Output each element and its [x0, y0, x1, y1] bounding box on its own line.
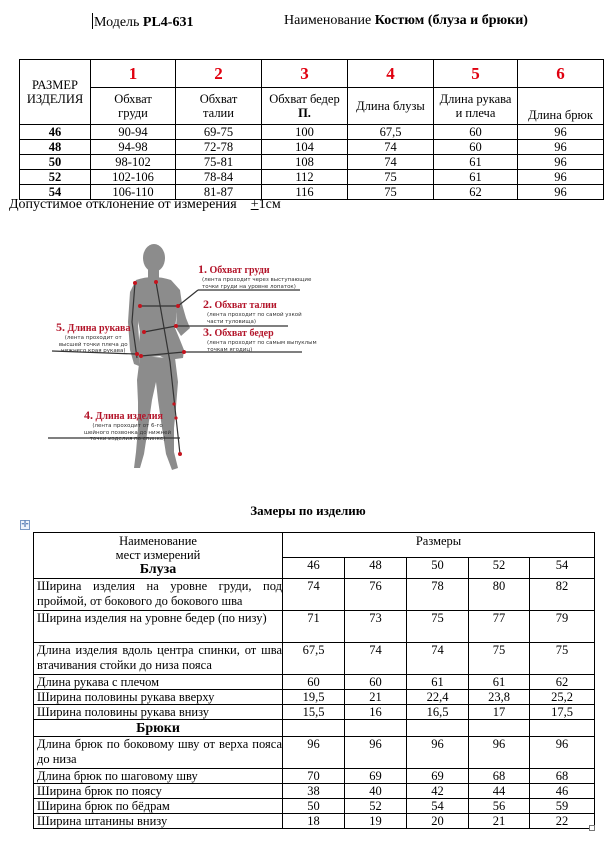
name-column-header	[34, 533, 283, 579]
value-cell: 61	[434, 155, 518, 170]
value-cell: 108	[262, 155, 348, 170]
value-cell: 98-102	[91, 155, 176, 170]
label-number: 1.	[198, 262, 207, 276]
size-cell: 52	[20, 170, 91, 185]
measurement-value: 75	[530, 643, 595, 675]
header-line: Обхват	[199, 92, 238, 106]
measurement-value: 56	[469, 799, 530, 814]
label-chest	[198, 262, 311, 290]
header-line: Длина блузы	[356, 99, 425, 113]
label-number: 3.	[203, 325, 212, 339]
measurement-row	[34, 784, 595, 799]
value-cell: 96	[518, 155, 604, 170]
measurement-value: 74	[283, 579, 345, 611]
measurement-row	[34, 611, 595, 643]
label-number: 5.	[56, 320, 65, 334]
value-cell: 67,5	[348, 125, 434, 140]
measurement-value: 67,5	[283, 643, 345, 675]
measurement-name: Ширина изделия на уровне бедер (по низу)	[34, 611, 283, 643]
column-number: 2	[176, 60, 262, 88]
value-cell: 90-94	[91, 125, 176, 140]
measurement-value: 52	[345, 799, 407, 814]
measurement-value: 73	[345, 611, 407, 643]
model-line	[92, 13, 193, 31]
measurement-row	[34, 643, 595, 675]
value-cell: 78-84	[176, 170, 262, 185]
label-waist	[203, 297, 302, 325]
measurement-name: Ширина половины рукава внизу	[34, 705, 283, 720]
measurement-value: 54	[407, 799, 469, 814]
measurement-value: 61	[469, 675, 530, 690]
measurement-value: 79	[530, 611, 595, 643]
value-cell: 60	[434, 125, 518, 140]
value-cell: 96	[518, 140, 604, 155]
measurement-name: Ширина половины рукава вверху	[34, 690, 283, 705]
label-note: (лента проходит через выступающие точки груди на уровне лопаток)	[202, 277, 312, 290]
measurement-value: 68	[469, 769, 530, 784]
measurement-value: 75	[407, 611, 469, 643]
column-header-waist	[176, 88, 262, 125]
measurement-value: 19,5	[283, 690, 345, 705]
size-chart-table	[19, 59, 604, 200]
header-line: П.	[298, 106, 311, 120]
value-cell: 74	[348, 140, 434, 155]
header-line: груди	[118, 106, 148, 120]
measurement-name: Ширина брюк по бёдрам	[34, 799, 283, 814]
label-number: 2.	[203, 297, 212, 311]
label-note: (лента проходит от 6-го шейного позвонка до нижней точки изделия по спинке)	[84, 423, 172, 442]
section-title-blouse: Блуза	[139, 562, 177, 577]
size-row	[20, 125, 604, 140]
product-name-label: Наименование	[284, 13, 375, 28]
header-line: Обхват бедер	[269, 92, 340, 106]
measurement-value: 16	[345, 705, 407, 720]
size-column-header: 48	[345, 557, 407, 578]
measurement-row	[34, 675, 595, 690]
value-cell: 100	[262, 125, 348, 140]
value-cell: 61	[434, 170, 518, 185]
model-label: Модель	[94, 15, 143, 30]
measurements-table	[33, 532, 595, 829]
measurement-value: 82	[530, 579, 595, 611]
label-title: Обхват груди	[209, 265, 270, 276]
table-move-handle-icon[interactable]: ✛	[21, 520, 29, 530]
measurement-value: 25,2	[530, 690, 595, 705]
measurement-value: 96	[407, 737, 469, 769]
measurement-value: 71	[283, 611, 345, 643]
measurement-value: 75	[469, 643, 530, 675]
measurement-value: 80	[469, 579, 530, 611]
column-header-chest	[91, 88, 176, 125]
measurement-value: 16,5	[407, 705, 469, 720]
measurement-name: Длина рукава с плечом	[34, 675, 283, 690]
column-number: 1	[91, 60, 176, 88]
value-cell: 102-106	[91, 170, 176, 185]
measurement-row	[34, 814, 595, 829]
measurement-value: 50	[283, 799, 345, 814]
measurement-value: 74	[407, 643, 469, 675]
measurement-value: 96	[469, 737, 530, 769]
column-number: 6	[518, 60, 604, 88]
value-cell: 60	[434, 140, 518, 155]
size-cell: 48	[20, 140, 91, 155]
header-line: Обхват	[114, 92, 152, 106]
measurement-value: 17,5	[530, 705, 595, 720]
header-line: Длина брюк	[528, 108, 593, 122]
product-name-value: Костюм (блуза и брюки)	[374, 13, 528, 28]
measurement-value: 62	[530, 675, 595, 690]
measurement-value: 23,8	[469, 690, 530, 705]
section-title-trousers: Брюки	[34, 720, 283, 737]
measurement-value: 59	[530, 799, 595, 814]
measurement-value: 44	[469, 784, 530, 799]
table-resize-handle[interactable]	[589, 825, 595, 831]
header-line: Длина рукава	[439, 92, 512, 106]
column-header-trousers-length	[518, 88, 604, 125]
column-header-hips	[262, 88, 348, 125]
size-row	[20, 170, 604, 185]
size-column-header: 54	[530, 557, 595, 578]
label-title: Длина рукава	[67, 323, 131, 334]
measurement-row	[34, 737, 595, 769]
value-cell: 74	[348, 155, 434, 170]
measurement-value: 21	[469, 814, 530, 829]
value-cell: 96	[518, 125, 604, 140]
value-cell: 96	[518, 170, 604, 185]
measurement-row	[34, 579, 595, 611]
measurement-value: 40	[345, 784, 407, 799]
label-title: Обхват талии	[214, 300, 277, 311]
value-cell: 81-87	[176, 185, 262, 200]
measurement-value: 18	[283, 814, 345, 829]
label-hips	[203, 325, 317, 353]
measurements-title: Замеры по изделию	[250, 503, 366, 518]
measurement-value: 69	[407, 769, 469, 784]
header-line: талии	[203, 106, 234, 120]
column-number: 5	[434, 60, 518, 88]
measurement-value: 42	[407, 784, 469, 799]
size-cell: 50	[20, 155, 91, 170]
measurement-row	[34, 799, 595, 814]
measurement-value: 22	[530, 814, 595, 829]
value-cell: 75	[348, 185, 434, 200]
size-cell: 54	[20, 185, 91, 200]
measurement-name: Длина брюк по шаговому шву	[34, 769, 283, 784]
measurement-value: 60	[345, 675, 407, 690]
value-cell: 75-81	[176, 155, 262, 170]
measurement-value: 69	[345, 769, 407, 784]
label-title: Длина изделия	[95, 411, 163, 422]
measurement-value: 76	[345, 579, 407, 611]
value-cell: 116	[262, 185, 348, 200]
value-cell: 112	[262, 170, 348, 185]
label-note: (лента проходит по самым выпуклым точкам ягодиц)	[207, 340, 317, 353]
measurement-name: Ширина брюк по поясу	[34, 784, 283, 799]
measurement-value: 61	[407, 675, 469, 690]
size-column-header: 46	[283, 557, 345, 578]
value-cell: 106-110	[91, 185, 176, 200]
product-name-line	[284, 13, 528, 29]
label-sleeve	[56, 320, 130, 355]
measurement-name: Длина брюк по боковому шву от верха пояса до низа	[34, 737, 283, 769]
tolerance-plus-minus: +	[250, 197, 259, 212]
measurement-value: 20	[407, 814, 469, 829]
value-cell: 96	[518, 185, 604, 200]
sizes-header: Размеры	[283, 533, 595, 558]
size-row	[20, 140, 604, 155]
label-number: 4.	[84, 408, 93, 422]
size-row	[20, 155, 604, 170]
measurement-value: 46	[530, 784, 595, 799]
value-cell: 72-78	[176, 140, 262, 155]
tolerance-note	[9, 197, 281, 213]
size-column-header: 50	[407, 557, 469, 578]
measurement-value: 74	[345, 643, 407, 675]
measurement-value: 21	[345, 690, 407, 705]
size-column-header	[20, 60, 91, 125]
section-row-trousers	[34, 720, 595, 737]
header-line: Наименование	[119, 534, 197, 548]
measurement-row	[34, 705, 595, 720]
value-cell: 75	[348, 170, 434, 185]
tolerance-unit: 1см	[258, 197, 281, 212]
column-number: 3	[262, 60, 348, 88]
measurement-value: 60	[283, 675, 345, 690]
column-header-blouse-length	[348, 88, 434, 125]
label-note: (лента проходит от высшей точки плеча до нижнего края рукава)	[58, 335, 128, 354]
label-note: (лента проходит по самой узкой части туловища)	[207, 312, 302, 325]
measurement-row	[34, 690, 595, 705]
size-column-header: 52	[469, 557, 530, 578]
label-length	[84, 408, 171, 443]
column-header-sleeve-length	[434, 88, 518, 125]
measurement-value: 15,5	[283, 705, 345, 720]
measurement-value: 17	[469, 705, 530, 720]
measurement-value: 68	[530, 769, 595, 784]
value-cell: 94-98	[91, 140, 176, 155]
measurement-row	[34, 769, 595, 784]
model-value: PL4-631	[142, 15, 194, 30]
header-line: и плеча	[455, 106, 496, 120]
measurement-name: Ширина изделия на уровне груди, под проймой, от бокового до бокового шва	[34, 579, 283, 611]
measurement-value: 96	[530, 737, 595, 769]
measurement-value: 96	[345, 737, 407, 769]
measurement-value: 22,4	[407, 690, 469, 705]
text-cursor	[92, 13, 93, 29]
label-title: Обхват бедер	[214, 328, 274, 339]
tolerance-text: Допустимое отклонение от измерения	[9, 197, 237, 212]
header-line: мест измерений	[115, 548, 201, 562]
measurement-value: 38	[283, 784, 345, 799]
measurement-figure	[40, 232, 320, 480]
column-number: 4	[348, 60, 434, 88]
measurement-name: Длина изделия вдоль центра спинки, от шва втачивания стойки до низа пояса	[34, 643, 283, 675]
value-cell: 62	[434, 185, 518, 200]
measurement-value: 70	[283, 769, 345, 784]
measurement-value: 77	[469, 611, 530, 643]
size-cell: 46	[20, 125, 91, 140]
size-header-text: РАЗМЕР ИЗДЕЛИЯ	[26, 78, 84, 106]
measurement-value: 96	[283, 737, 345, 769]
value-cell: 104	[262, 140, 348, 155]
measurement-value: 19	[345, 814, 407, 829]
value-cell: 69-75	[176, 125, 262, 140]
measurement-value: 78	[407, 579, 469, 611]
measurement-name: Ширина штанины внизу	[34, 814, 283, 829]
